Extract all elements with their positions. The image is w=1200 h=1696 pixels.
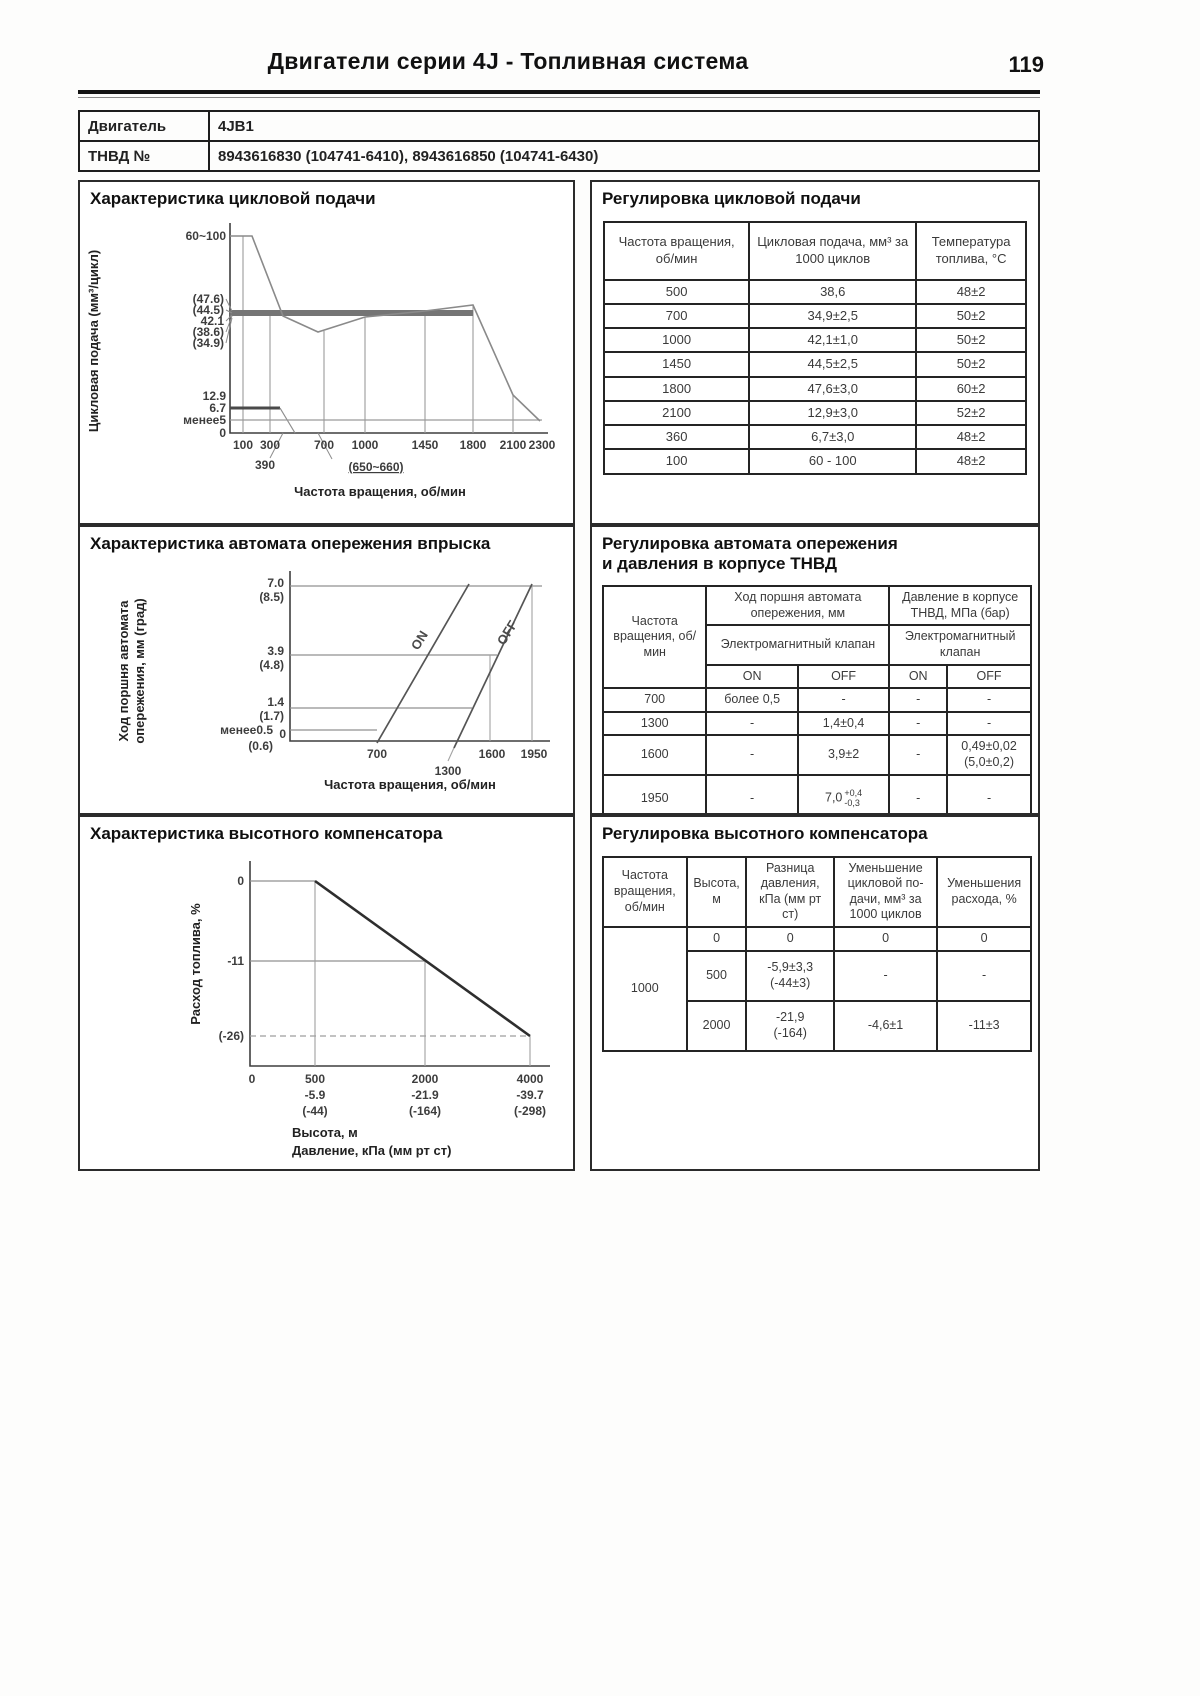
table-row [604, 352, 1026, 376]
y-tick: 0 [237, 873, 244, 888]
x-tick: 2000 [411, 1071, 439, 1086]
pump-value: 8943616830 (104741-6410), 8943616850 (104741-6430) [209, 141, 1039, 171]
temp-cell: 50±2 [916, 328, 1026, 352]
x-tick: 700 [313, 437, 335, 452]
press-off-line1: 0,49±0,02 [961, 739, 1017, 754]
stroke-off-cell [798, 775, 889, 815]
col-header-feed: Уменьшение цикловой по- дачи, мм³ за 1000 циклов [834, 857, 937, 928]
pressure-cell: 0 [746, 927, 833, 951]
section-cyclic-feed-table [590, 180, 1040, 525]
subheader-valve: Электромагнитный клапан [706, 625, 889, 664]
y-axis-label: Расход топлива, % [188, 902, 203, 1025]
feed-cell: -4,6±1 [834, 1001, 937, 1051]
feed-cell: - [834, 951, 937, 1001]
speed-cell: 1950 [603, 775, 706, 815]
stroke-off-cell: 1,4±0,4 [798, 712, 889, 736]
section-altitude-chart [78, 815, 575, 1171]
x-tick: (-298) [513, 1103, 547, 1118]
col-header-feed: Цикловая подача, мм³ за 1000 циклов [749, 222, 916, 280]
engine-label: Двигатель [79, 111, 209, 141]
table-row [604, 401, 1026, 425]
pump-row [79, 141, 1039, 171]
press-on-cell: - [889, 735, 947, 774]
y-tick: (8.5) [259, 589, 284, 604]
stroke-on-cell: - [706, 735, 797, 774]
section-title: Характеристика высотного компенсатора [90, 824, 443, 843]
speed-cell: 1300 [603, 712, 706, 736]
y-tick: -11 [227, 953, 244, 968]
header-row [604, 222, 1026, 280]
table-row [604, 425, 1026, 449]
x-tick: 2100 [499, 437, 527, 452]
off-header: OFF [947, 665, 1031, 689]
press-off-cell [947, 735, 1031, 774]
y-tick: (4.8) [259, 657, 284, 672]
y-axis-label: Цикловая подача (мм³/цикл) [86, 249, 101, 432]
x-tick: 1950 [520, 746, 548, 761]
feed-cell: 12,9±3,0 [749, 401, 916, 425]
x-tick: 1800 [459, 437, 487, 452]
feed-cell: 38,6 [749, 280, 916, 304]
stroke-on-cell: - [706, 775, 797, 815]
advance-table [602, 585, 1032, 815]
stroke-off-sup: +0,4 [844, 788, 863, 799]
x-axis-label-line1: Высота, м [292, 1124, 358, 1140]
manual-page [78, 48, 1044, 1171]
x-annotation: 390 [254, 457, 276, 472]
section-title: Характеристика цикловой подачи [90, 189, 376, 208]
press-on-cell: - [889, 688, 947, 712]
page-number: 119 [1008, 52, 1044, 77]
section-cyclic-feed-chart [78, 180, 575, 525]
x-tick: 1000 [351, 437, 379, 452]
col-header-height: Высота, м [687, 857, 747, 928]
speed-cell: 360 [604, 425, 749, 449]
speed-cell: 1600 [603, 735, 706, 774]
x-tick: 700 [366, 746, 388, 761]
y-tick: менее0.5 [220, 722, 273, 737]
x-axis-label-line2: Давление, кПа (мм рт ст) [292, 1142, 452, 1158]
engine-row [79, 111, 1039, 141]
y-tick: 0 [279, 726, 286, 741]
temp-cell: 50±2 [916, 304, 1026, 328]
x-tick: 1450 [411, 437, 439, 452]
x-tick: -5.9 [304, 1087, 326, 1102]
pressure-cell [746, 1001, 833, 1051]
col-header-consumption: Уменьшения расхода, % [937, 857, 1031, 928]
pressure-line1: -21,9 [775, 1010, 805, 1025]
y-tick: (-26) [218, 1028, 244, 1043]
on-header: ON [706, 665, 797, 689]
advance-chart [80, 556, 560, 794]
table-row [603, 688, 1031, 712]
press-on-cell: - [889, 712, 947, 736]
feed-cell: 6,7±3,0 [749, 425, 916, 449]
speed-cell: 100 [604, 449, 749, 473]
header-row [603, 857, 1031, 928]
stroke-off-base: 7,0 [825, 791, 843, 806]
temp-cell: 48±2 [916, 425, 1026, 449]
table-row [604, 377, 1026, 401]
series-label-on: ON [407, 627, 431, 653]
height-cell: 2000 [687, 1001, 747, 1051]
feed-cell: 60 - 100 [749, 449, 916, 473]
group-header-stroke: Ход поршня автомата опережения, мм [706, 586, 889, 625]
x-tick: 4000 [516, 1071, 544, 1086]
y-axis-label-line1: Ход поршня автомата [116, 600, 131, 742]
x-tick: 2300 [528, 437, 556, 452]
x-tick: 300 [259, 437, 281, 452]
pressure-line2: (-164) [773, 1025, 807, 1040]
y-tick: (0.6) [248, 738, 273, 753]
temp-cell: 48±2 [916, 449, 1026, 473]
speed-cell: 2100 [604, 401, 749, 425]
y-axis-label-line2: опережения, мм (град) [132, 597, 147, 744]
subheader-valve: Электромагнитный клапан [889, 625, 1031, 664]
y-tick: 0 [219, 425, 226, 440]
stroke-off-sub: -0,3 [844, 797, 860, 808]
title-line2: и давления в корпусе ТНВД [602, 553, 838, 573]
x-tick: (-44) [302, 1103, 328, 1118]
y-tick: 42.1 [200, 313, 224, 328]
speed-cell: 500 [604, 280, 749, 304]
press-off-line2: (5,0±0,2) [964, 755, 1015, 770]
stroke-off-cell: - [798, 688, 889, 712]
press-off-cell: - [947, 775, 1031, 815]
altitude-table [602, 856, 1032, 1052]
table-row [604, 304, 1026, 328]
section-title: Характеристика автомата опережения впрыска [90, 534, 491, 553]
table-row [603, 927, 1031, 951]
temp-cell: 60±2 [916, 377, 1026, 401]
engine-value: 4JB1 [209, 111, 1039, 141]
page-header [78, 48, 1044, 88]
y-tick: 3.9 [267, 643, 284, 658]
height-cell: 500 [687, 951, 747, 1001]
speed-cell: 1800 [604, 377, 749, 401]
y-tick: менее5 [183, 412, 226, 427]
y-tick: (34.9) [192, 335, 224, 350]
series-label-off: OFF [493, 617, 521, 648]
temp-cell: 52±2 [916, 401, 1026, 425]
table-wrap [592, 846, 1038, 1056]
header-rule [78, 90, 1040, 98]
temp-cell: 48±2 [916, 280, 1026, 304]
x-tick: 100 [232, 437, 254, 452]
cyclic-feed-chart [80, 211, 560, 511]
title-line1: Регулировка автомата опережения [602, 534, 898, 553]
height-cell: 0 [687, 927, 747, 951]
y-tick: (44.5) [192, 302, 224, 317]
feed-cell: 47,6±3,0 [749, 377, 916, 401]
table-row [604, 328, 1026, 352]
stroke-on-cell: более 0,5 [706, 688, 797, 712]
temp-cell: 50±2 [916, 352, 1026, 376]
speed-cell: 1450 [604, 352, 749, 376]
y-tick: (1.7) [259, 708, 284, 723]
consumption-cell: 0 [937, 927, 1031, 951]
feed-cell: 34,9±2,5 [749, 304, 916, 328]
section-advance-table [590, 525, 1040, 815]
y-tick: 12.9 [202, 388, 226, 403]
x-tick: 0 [248, 1071, 256, 1086]
consumption-cell: - [937, 951, 1031, 1001]
group-header-pressure: Давление в корпусе ТНВД, МПа (бар) [889, 586, 1031, 625]
col-header-speed: Частота вращения, об/мин [603, 586, 706, 688]
x-axis-label: Частота вращения, об/мин [324, 776, 496, 792]
y-tick: (38.6) [192, 324, 224, 339]
altitude-chart [80, 846, 560, 1161]
x-tick: (-164) [408, 1103, 442, 1118]
y-tick: 7.0 [267, 575, 284, 590]
pressure-line2: (-44±3) [770, 975, 811, 990]
consumption-cell: -11±3 [937, 1001, 1031, 1051]
section-altitude-table [590, 815, 1040, 1171]
section-title: Регулировка цикловой подачи [602, 189, 861, 208]
table-wrap [592, 211, 1038, 479]
section-title: Регулировка высотного компенсатора [602, 824, 928, 843]
y-tick: 60~100 [185, 228, 226, 243]
speed-cell: 1000 [603, 927, 687, 1051]
col-header-speed: Частота вращения, об/мин [603, 857, 687, 928]
speed-cell: 1000 [604, 328, 749, 352]
cyclic-feed-table [603, 221, 1027, 475]
x-tick: 1600 [478, 746, 506, 761]
x-axis-label: Частота вращения, об/мин [294, 483, 466, 499]
press-off-cell: - [947, 688, 1031, 712]
feed-cell: 44,5±2,5 [749, 352, 916, 376]
feed-cell: 0 [834, 927, 937, 951]
pressure-cell [746, 951, 833, 1001]
x-tick: -39.7 [516, 1087, 544, 1102]
table-wrap [592, 575, 1038, 815]
page-title: Двигатели серии 4J - Топливная система [267, 48, 749, 74]
y-tick: 6.7 [209, 400, 226, 415]
y-tick: (47.6) [192, 291, 224, 306]
x-tick: -21.9 [411, 1087, 439, 1102]
on-header: ON [889, 665, 947, 689]
press-off-cell: - [947, 712, 1031, 736]
off-header: OFF [798, 665, 889, 689]
section-title [602, 534, 1028, 573]
pump-label: ТНВД № [79, 141, 209, 171]
speed-cell: 700 [604, 304, 749, 328]
stroke-on-cell: - [706, 712, 797, 736]
x-tick: 1300 [434, 763, 462, 778]
table-row [604, 449, 1026, 473]
press-on-cell: - [889, 775, 947, 815]
content-grid [78, 180, 1040, 1171]
table-row [603, 712, 1031, 736]
speed-cell: 700 [603, 688, 706, 712]
stroke-off-cell: 3,9±2 [798, 735, 889, 774]
table-row [604, 280, 1026, 304]
x-tick: 500 [304, 1071, 326, 1086]
section-advance-chart [78, 525, 575, 815]
header-row [603, 586, 1031, 625]
feed-cell: 42,1±1,0 [749, 328, 916, 352]
pressure-line1: -5,9±3,3 [767, 960, 814, 975]
table-row [603, 775, 1031, 815]
col-header-speed: Частота вращения, об/мин [604, 222, 749, 280]
table-row [603, 735, 1031, 774]
col-header-temp: Температура топлива, °С [916, 222, 1026, 280]
engine-info-table [78, 110, 1040, 172]
x-annotation: (650~660) [348, 459, 404, 474]
col-header-pressure: Разница давления, кПа (мм рт ст) [746, 857, 833, 928]
y-tick: 1.4 [267, 694, 284, 709]
